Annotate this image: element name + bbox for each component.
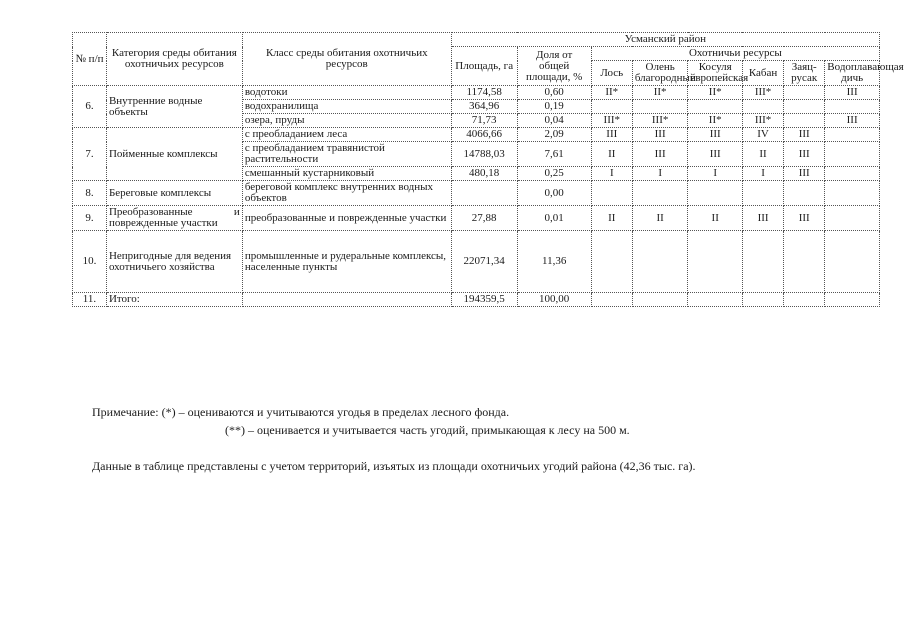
row-val: III* bbox=[742, 86, 783, 100]
row-val bbox=[784, 100, 825, 114]
row-val: II bbox=[688, 206, 743, 231]
row-val: II* bbox=[688, 86, 743, 100]
row-val: II* bbox=[688, 114, 743, 128]
row-val bbox=[825, 100, 880, 114]
row-val bbox=[784, 181, 825, 206]
row-val: III bbox=[784, 206, 825, 231]
row-class: с преобладанием леса bbox=[242, 128, 451, 142]
table-row bbox=[73, 206, 880, 231]
row-class: смешанный кустарниковый bbox=[242, 167, 451, 181]
row-val: II bbox=[632, 206, 688, 231]
row-val bbox=[784, 293, 825, 307]
row-val: III* bbox=[632, 114, 688, 128]
row-area: 364,96 bbox=[451, 100, 517, 114]
row-category: Непригодные для ведения охотничьего хозяйства bbox=[106, 231, 242, 293]
row-val: II bbox=[742, 142, 783, 167]
row-val: III bbox=[784, 167, 825, 181]
row-val bbox=[742, 293, 783, 307]
row-val: III bbox=[632, 128, 688, 142]
row-class: водотоки bbox=[242, 86, 451, 100]
header-species-moose: Лось bbox=[591, 61, 632, 86]
row-class bbox=[242, 293, 451, 307]
row-val bbox=[632, 100, 688, 114]
row-val: I bbox=[742, 167, 783, 181]
row-val bbox=[825, 181, 880, 206]
header-species-red-deer: Олень благородный bbox=[632, 61, 688, 86]
header-share: Доля от общей площади, % bbox=[517, 47, 591, 86]
row-val bbox=[742, 181, 783, 206]
row-num: 7. bbox=[73, 128, 107, 181]
row-val bbox=[591, 181, 632, 206]
row-share: 0,19 bbox=[517, 100, 591, 114]
table-row bbox=[73, 86, 880, 100]
row-val: II* bbox=[591, 86, 632, 100]
note-data-comment: Данные в таблице представлены с учетом территорий, изъятых из площади охотничьих угодий района (42,36 тыс. га). bbox=[92, 459, 696, 473]
row-val: III bbox=[688, 142, 743, 167]
row-val bbox=[742, 100, 783, 114]
row-share: 0,01 bbox=[517, 206, 591, 231]
row-num: 8. bbox=[73, 181, 107, 206]
row-area: 22071,34 bbox=[451, 231, 517, 293]
row-area: 14788,03 bbox=[451, 142, 517, 167]
row-share: 0,60 bbox=[517, 86, 591, 100]
row-num: 11. bbox=[73, 293, 107, 307]
row-share: 2,09 bbox=[517, 128, 591, 142]
row-share: 0,04 bbox=[517, 114, 591, 128]
row-val: IV bbox=[742, 128, 783, 142]
row-category: Итого: bbox=[106, 293, 242, 307]
row-class: с преобладанием травянистой растительности bbox=[242, 142, 451, 167]
row-share: 0,25 bbox=[517, 167, 591, 181]
row-val: II bbox=[591, 142, 632, 167]
row-class: водохранилища bbox=[242, 100, 451, 114]
row-val bbox=[742, 231, 783, 293]
row-val bbox=[591, 293, 632, 307]
row-val bbox=[784, 86, 825, 100]
header-species-waterfowl: Водоплавающая дичь bbox=[825, 61, 880, 86]
row-category: Береговые комплексы bbox=[106, 181, 242, 206]
row-class: преобразованные и поврежденные участки bbox=[242, 206, 451, 231]
row-category: Преобразованные и поврежденные участки bbox=[106, 206, 242, 231]
row-val: III bbox=[688, 128, 743, 142]
row-val: I bbox=[632, 167, 688, 181]
note-asterisk: Примечание: (*) – оцениваются и учитываются угодья в пределах лесного фонда. bbox=[92, 405, 510, 419]
row-category: Внутренние водные объекты bbox=[106, 86, 242, 128]
row-val bbox=[632, 181, 688, 206]
row-area: 71,73 bbox=[451, 114, 517, 128]
row-val: III bbox=[825, 86, 880, 100]
row-share: 100,00 bbox=[517, 293, 591, 307]
header-area: Площадь, га bbox=[451, 47, 517, 86]
row-area: 194359,5 bbox=[451, 293, 517, 307]
row-area: 27,88 bbox=[451, 206, 517, 231]
row-val bbox=[825, 142, 880, 167]
table-row bbox=[73, 293, 880, 307]
row-class: береговой комплекс внутренних водных объектов bbox=[242, 181, 451, 206]
header-district: Усманский район bbox=[451, 33, 879, 47]
row-val bbox=[784, 114, 825, 128]
row-num: 9. bbox=[73, 206, 107, 231]
row-area: 1174,58 bbox=[451, 86, 517, 100]
row-val: III bbox=[784, 128, 825, 142]
row-val bbox=[825, 293, 880, 307]
row-share: 7,61 bbox=[517, 142, 591, 167]
row-val: III bbox=[632, 142, 688, 167]
row-val bbox=[825, 167, 880, 181]
table-row bbox=[73, 181, 880, 206]
row-class: озера, пруды bbox=[242, 114, 451, 128]
row-val: III bbox=[825, 114, 880, 128]
row-num: 6. bbox=[73, 86, 107, 128]
row-num: 10. bbox=[73, 231, 107, 293]
row-class: промышленные и рудеральные комплексы, населенные пункты bbox=[242, 231, 451, 293]
row-val bbox=[825, 231, 880, 293]
row-val bbox=[591, 100, 632, 114]
row-val bbox=[688, 181, 743, 206]
header-class: Класс среды обитания охотничьих ресурсов bbox=[242, 33, 451, 86]
row-val: II* bbox=[632, 86, 688, 100]
row-val: III* bbox=[742, 114, 783, 128]
row-share: 11,36 bbox=[517, 231, 591, 293]
habitat-table bbox=[72, 32, 904, 307]
row-val bbox=[591, 231, 632, 293]
row-val: II bbox=[591, 206, 632, 231]
header-species-roe-deer: Косуля европейская bbox=[688, 61, 743, 86]
row-val bbox=[688, 100, 743, 114]
note-double-asterisk: (**) – оценивается и учитывается часть угодий, примыкающая к лесу на 500 м. bbox=[225, 423, 630, 437]
row-val: III bbox=[784, 142, 825, 167]
row-val: I bbox=[591, 167, 632, 181]
row-share: 0,00 bbox=[517, 181, 591, 206]
table-row bbox=[73, 128, 880, 142]
header-num: № п/п bbox=[73, 33, 107, 86]
row-val: III bbox=[591, 128, 632, 142]
header-species-boar: Кабан bbox=[742, 61, 783, 86]
header-row-1 bbox=[73, 33, 880, 47]
row-area: 480,18 bbox=[451, 167, 517, 181]
row-val bbox=[688, 231, 743, 293]
row-val bbox=[632, 231, 688, 293]
header-species-hare: Заяц-русак bbox=[784, 61, 825, 86]
row-val: III bbox=[742, 206, 783, 231]
row-area bbox=[451, 181, 517, 206]
row-val bbox=[784, 231, 825, 293]
row-val bbox=[632, 293, 688, 307]
row-val: III* bbox=[591, 114, 632, 128]
row-category: Пойменные комплексы bbox=[106, 128, 242, 181]
row-area: 4066,66 bbox=[451, 128, 517, 142]
row-val bbox=[688, 293, 743, 307]
row-val bbox=[825, 128, 880, 142]
row-val: I bbox=[688, 167, 743, 181]
row-val bbox=[825, 206, 880, 231]
table-row bbox=[73, 231, 880, 293]
header-category: Категория среды обитания охотничьих ресурсов bbox=[106, 33, 242, 86]
header-resources: Охотничьи ресурсы bbox=[591, 47, 879, 61]
